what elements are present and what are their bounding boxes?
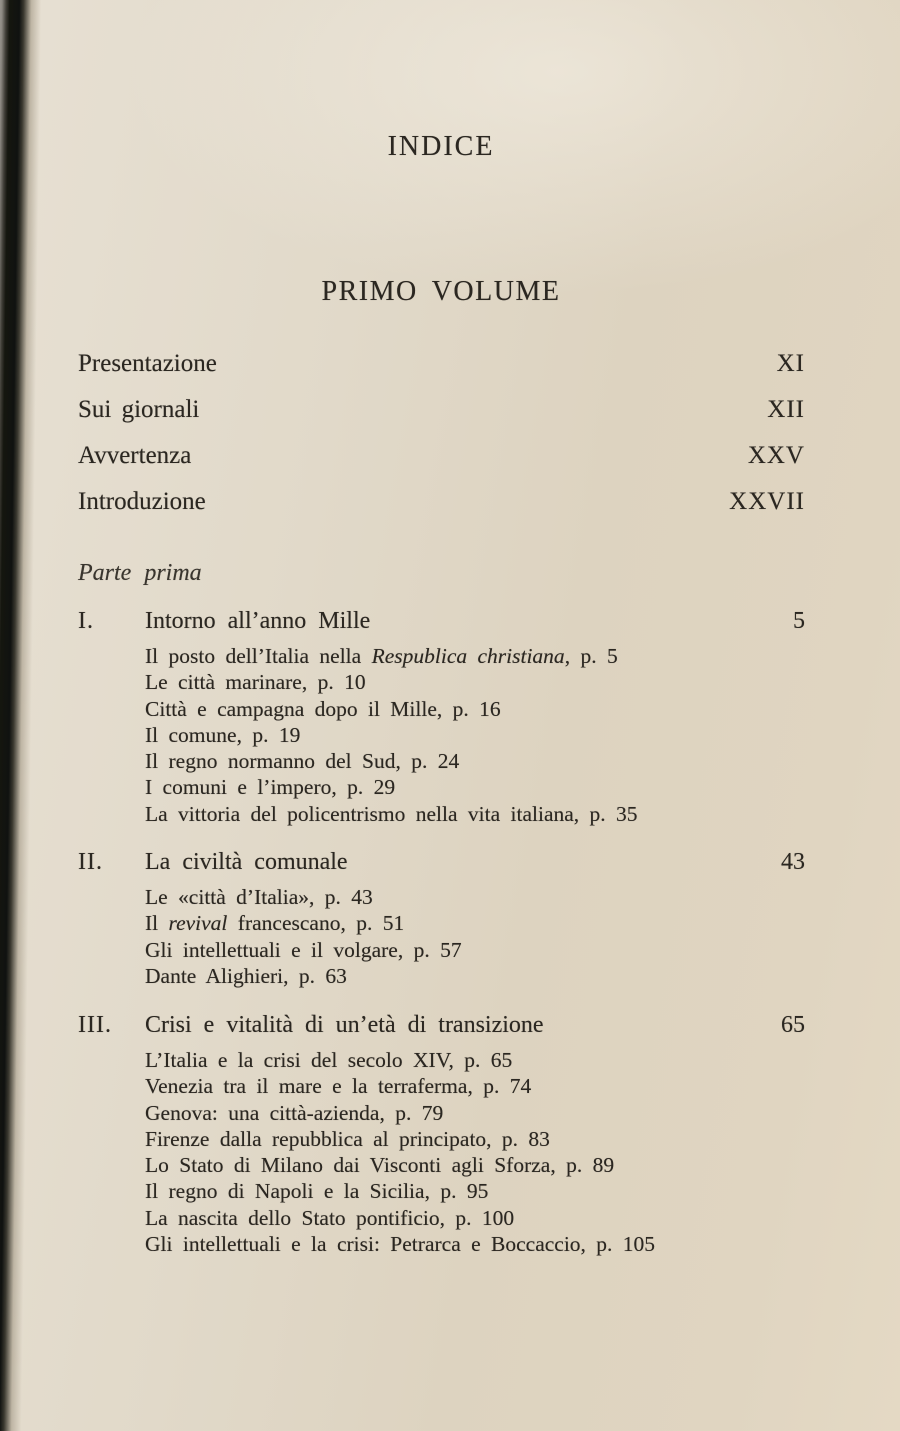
chapter-numeral: III. [78,1012,112,1038]
front-matter-row [0,393,900,427]
section-text: Firenze dalla repubblica al principato, p. 83 [145,1126,550,1151]
volume-heading: PRIMO VOLUME [321,276,561,307]
section-text: La vittoria del policentrismo nella vita italiana, p. 35 [145,801,638,826]
section-text: Le «città d’Italia», p. 43 [145,885,373,909]
section-text: Venezia tra il mare e la terraferma, p. 74 [145,1074,532,1099]
entry-label: Introduzione [78,488,206,515]
section-text: I comuni e l’impero, p. 29 [145,775,396,800]
front-matter-list [0,347,900,531]
chapter-title: Crisi e vitalità di un’età di transizione [145,1012,544,1038]
toc-section-entry [145,801,865,827]
section-text: Il comune, p. 19 [145,722,301,747]
toc-section-entry [145,963,865,989]
entry-page: XXV [747,442,805,469]
chapter-row [0,1010,900,1040]
chapter-numeral: I. [78,608,94,634]
toc-section-entry [145,1126,865,1152]
toc-section-entry [145,1100,865,1126]
section-text-italic: Respublica christiana [371,644,565,668]
section-text-italic: revival [168,911,228,936]
toc-section-entry [145,643,865,669]
toc-section-entry [145,910,865,936]
chapter-numeral: II. [78,849,103,875]
chapter-row [0,847,900,877]
toc-section-entry [145,696,865,722]
chapter-page: 5 [793,608,805,634]
chapter-page: 65 [781,1012,805,1038]
entry-page: XII [767,396,805,423]
toc-section-entry [145,1178,865,1204]
entry-label: Presentazione [78,350,217,377]
section-text: Il regno normanno del Sud, p. 24 [145,749,460,774]
part-heading: Parte prima [78,560,202,586]
section-text: Il regno di Napoli e la Sicilia, p. 95 [145,1179,489,1204]
toc-title: INDICE [387,131,495,162]
section-text: Le città marinare, p. 10 [145,670,366,695]
toc-section-entry [145,1205,865,1231]
chapter-title: Intorno all’anno Mille [145,608,371,634]
section-text: francescano, p. 51 [227,911,405,936]
section-text: Genova: una città-azienda, p. 79 [145,1100,444,1125]
chapter-section-list [145,1047,865,1257]
entry-label: Avvertenza [78,442,192,469]
toc-section-entry [145,884,865,910]
section-text: Lo Stato di Milano dai Visconti agli Sforza, p. 89 [145,1153,615,1178]
front-matter-row [0,439,900,473]
section-text: Gli intellettuali e il volgare, p. 57 [145,937,462,962]
chapter-section-list [145,643,865,827]
toc-section-entry [145,748,865,774]
toc-section-entry [145,1073,865,1099]
chapter-section-list [145,884,865,989]
toc-section-entry [145,669,865,695]
section-text: L’Italia e la crisi del secolo XIV, p. 65 [145,1048,513,1072]
section-text: Città e campagna dopo il Mille, p. 16 [145,696,501,721]
entry-label: Sui giornali [78,396,200,423]
toc-section-entry [145,722,865,748]
toc-section-entry [145,1047,865,1073]
toc-section-entry [145,1152,865,1178]
chapter-page: 43 [781,849,805,875]
section-text: Dante Alighieri, p. 63 [145,963,347,988]
toc-section-entry [145,774,865,800]
entry-page: XI [776,350,805,377]
section-text: Il [145,911,169,936]
entry-page: XXVII [729,488,805,515]
front-matter-row [0,485,900,519]
book-spine-edge [0,0,50,1431]
section-text: Gli intellettuali e la crisi: Petrarca e Boccaccio, p. 105 [145,1232,656,1257]
front-matter-row [0,347,900,381]
section-text: Il posto dell’Italia nella [145,644,372,668]
chapter-row [0,606,900,636]
section-text: , p. 5 [564,644,618,668]
section-text: La nascita dello Stato pontificio, p. 100 [145,1205,515,1230]
toc-section-entry [145,1231,865,1257]
chapter-title: La civiltà comunale [145,849,348,875]
toc-section-entry [145,937,865,963]
